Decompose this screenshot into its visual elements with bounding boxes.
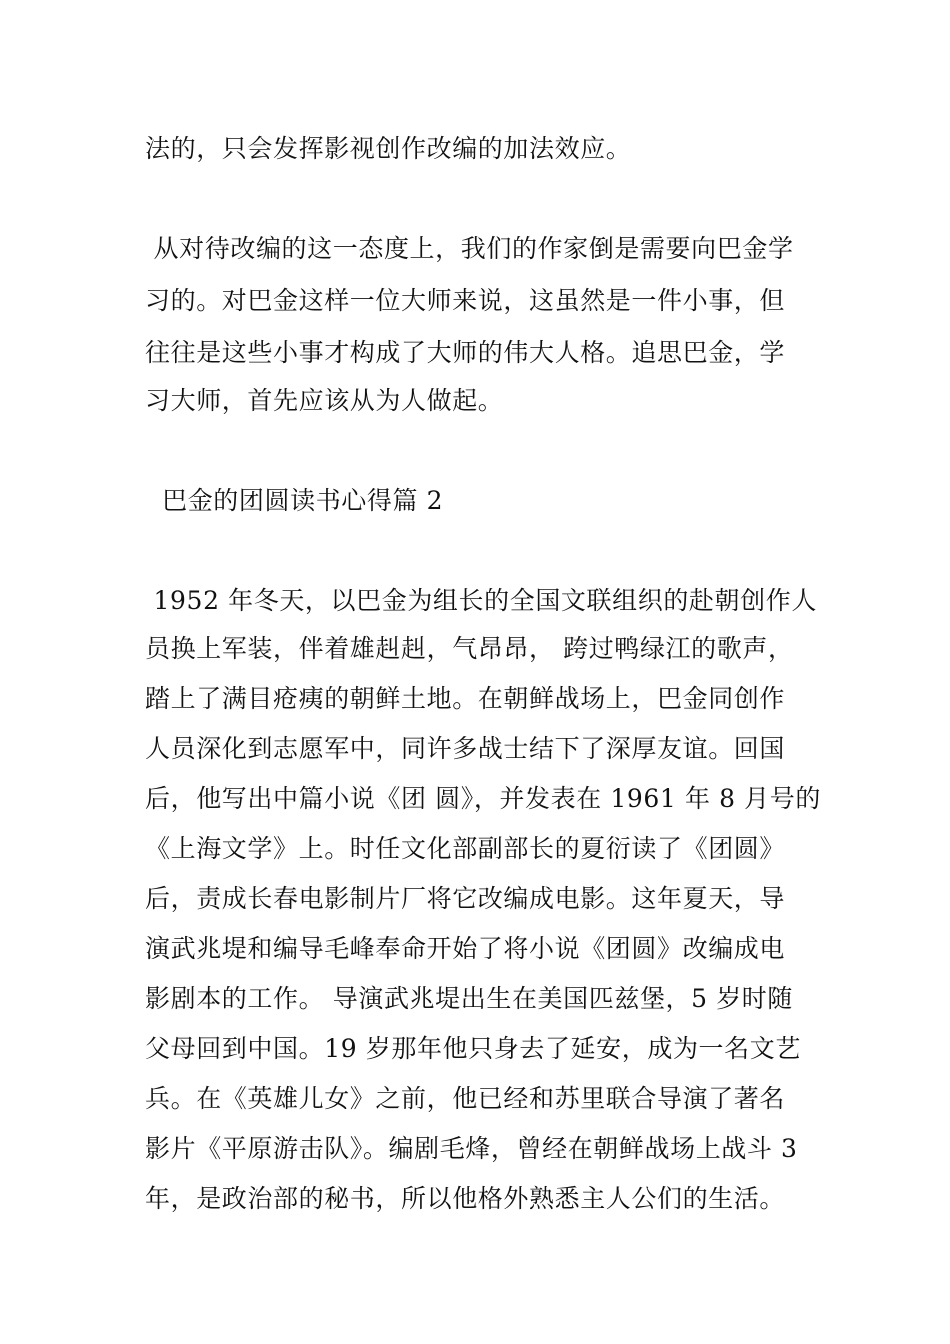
text-line: 习大师，首先应该从为人做起。 [145,386,504,415]
section-heading: 巴金的团圆读书心得篇 2 [145,486,444,515]
text-line: 影片《平原游击队》。编剧毛烽，曾经在朝鲜战场上战斗 3 [145,1134,798,1163]
text-line: 兵。在《英雄儿女》之前，他已经和苏里联合导演了著名 [145,1084,786,1113]
text-line: 人员深化到志愿军中，同许多战士结下了深厚友谊。回国 [145,734,786,763]
text-line: 习的。对巴金这样一位大师来说，这虽然是一件小事，但 [145,286,786,315]
text-line: 从对待改编的这一态度上，我们的作家倒是需要向巴金学 [145,234,794,263]
text-line: 年，是政治部的秘书，所以他格外熟悉主人公们的生活。 [145,1184,786,1213]
text-line: 《上海文学》上。时任文化部副部长的夏衍读了《团圆》 [145,834,786,863]
text-line-continuation: 法的，只会发挥影视创作改编的加法效应。 [145,134,632,163]
text-line: 员换上军装，伴着雄赳赳，气昂昂， 跨过鸭绿江的歌声， [145,634,794,663]
text-line: 踏上了满目疮痍的朝鲜土地。在朝鲜战场上，巴金同创作 [145,684,786,713]
text-line: 演武兆堤和编导毛峰奉命开始了将小说《团圆》改编成电 [145,934,786,963]
text-line: 往往是这些小事才构成了大师的伟大人格。追思巴金，学 [145,338,786,367]
text-line: 后，他写出中篇小说《团 圆》，并发表在 1961 年 8 月号的 [145,784,821,813]
text-line: 1952 年冬天，以巴金为组长的全国文联组织的赴朝创作人 [145,586,817,615]
text-line: 父母回到中国。19 岁那年他只身去了延安，成为一名文艺 [145,1034,801,1063]
text-line: 后，责成长春电影制片厂将它改编成电影。这年夏天，导 [145,884,786,913]
text-line: 影剧本的工作。 导演武兆堤出生在美国匹兹堡，5 岁时随 [145,984,794,1013]
